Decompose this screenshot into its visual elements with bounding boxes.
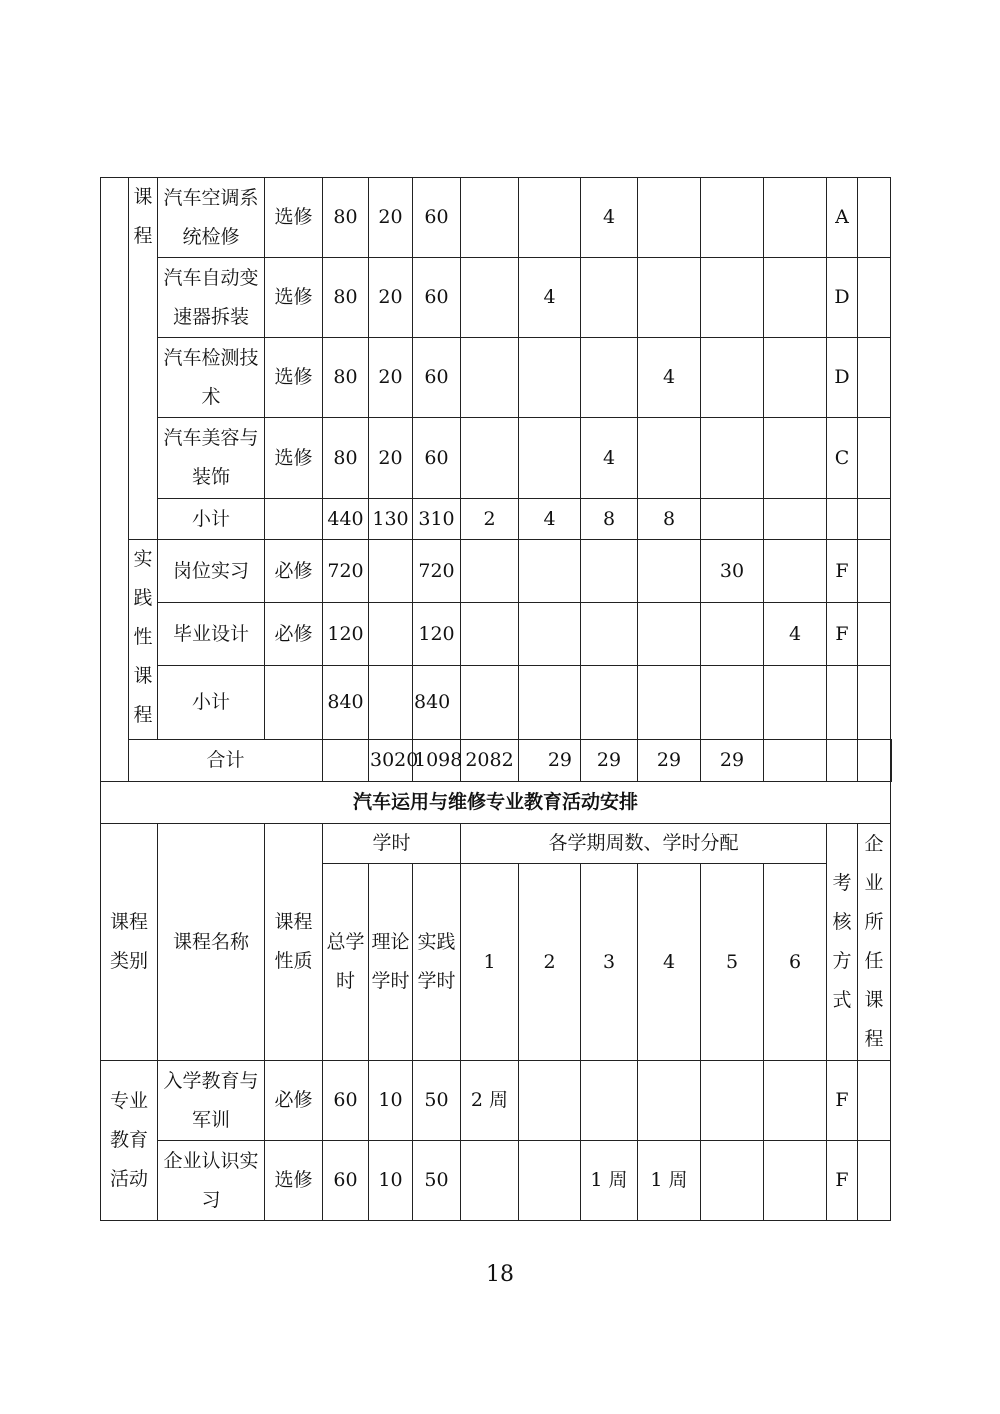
course-name: 汽车检测技术	[158, 338, 265, 418]
sem-2	[519, 338, 581, 418]
practice-hours: 720	[413, 540, 461, 603]
practice-hours: 60	[413, 258, 461, 338]
sem-3	[581, 338, 638, 418]
sem-3: 4	[581, 178, 638, 258]
sem-6	[764, 666, 827, 740]
exam-method: F	[827, 1141, 858, 1221]
enterprise-course	[858, 1141, 891, 1221]
practice-hours: 50	[413, 1141, 461, 1221]
total-hours: 60	[323, 1061, 369, 1141]
total-hours: 720	[323, 540, 369, 603]
sem-4	[638, 258, 701, 338]
sem-4	[638, 1061, 701, 1141]
enterprise-course	[858, 1061, 891, 1141]
sem-1: 29	[519, 740, 581, 782]
theory-hours	[369, 603, 413, 666]
enterprise-course	[891, 740, 892, 782]
practice-hours: 120	[413, 603, 461, 666]
sem-3: 4	[581, 418, 638, 499]
sem-2: 4	[519, 258, 581, 338]
header-nature: 课程性质	[265, 824, 323, 1061]
header-sem-5: 5	[701, 864, 764, 1061]
exam-method	[827, 666, 858, 740]
subtotal-label: 小计	[158, 666, 265, 740]
header-hours: 学时	[323, 824, 461, 864]
sem-6	[764, 499, 827, 540]
sem-2	[519, 1141, 581, 1221]
total-hours: 120	[323, 603, 369, 666]
practice-hours: 2082	[461, 740, 519, 782]
sem-5	[701, 499, 764, 540]
sem-2	[519, 1061, 581, 1141]
theory-hours: 1098	[413, 740, 461, 782]
header-practice-hours: 实践学时	[413, 864, 461, 1061]
course-name: 企业认识实习	[158, 1141, 265, 1221]
sem-1	[461, 418, 519, 499]
course-nature: 选修	[265, 418, 323, 499]
exam-method: D	[827, 258, 858, 338]
sem-5	[701, 1141, 764, 1221]
course-name: 毕业设计	[158, 603, 265, 666]
sem-2: 29	[581, 740, 638, 782]
sem-3: 1 周	[581, 1141, 638, 1221]
practice-hours: 50	[413, 1061, 461, 1141]
sem-6	[764, 338, 827, 418]
table-row	[101, 258, 892, 338]
sem-4: 4	[638, 338, 701, 418]
exam-method: F	[827, 1061, 858, 1141]
sem-4: 1 周	[638, 1141, 701, 1221]
subtotal-label: 小计	[158, 499, 265, 540]
category-cell: 课程	[129, 178, 158, 540]
header-sem-4: 4	[638, 864, 701, 1061]
sem-5	[701, 338, 764, 418]
table-row	[101, 338, 892, 418]
header-total-hours: 总学时	[323, 864, 369, 1061]
total-label: 合计	[129, 740, 323, 782]
sem-2	[519, 418, 581, 499]
table-row	[101, 603, 892, 666]
sem-3	[581, 666, 638, 740]
total-hours: 80	[323, 258, 369, 338]
sem-6	[764, 1141, 827, 1221]
total-hours: 80	[323, 178, 369, 258]
sem-3	[581, 258, 638, 338]
total-hours: 80	[323, 338, 369, 418]
sem-3	[581, 540, 638, 603]
exam-method: C	[827, 418, 858, 499]
enterprise-course	[858, 338, 891, 418]
sem-2	[519, 666, 581, 740]
enterprise-course	[858, 418, 891, 499]
header-exam-method: 考核方式	[827, 824, 858, 1061]
table-row	[101, 418, 892, 499]
enterprise-course	[858, 178, 891, 258]
course-nature: 必修	[265, 1061, 323, 1141]
subtotal-row	[101, 499, 892, 540]
course-name: 入学教育与军训	[158, 1061, 265, 1141]
total-hours: 80	[323, 418, 369, 499]
sem-4: 8	[638, 499, 701, 540]
sem-5	[701, 1061, 764, 1141]
sem-6	[827, 740, 858, 782]
page-number: 18	[486, 1262, 514, 1287]
theory-hours: 10	[369, 1141, 413, 1221]
course-nature: 必修	[265, 540, 323, 603]
theory-hours	[369, 666, 413, 740]
total-hours: 840	[323, 666, 369, 740]
table-row	[101, 540, 892, 603]
course-nature	[265, 499, 323, 540]
sem-1	[461, 1141, 519, 1221]
theory-hours	[369, 540, 413, 603]
exam-method: F	[827, 603, 858, 666]
sem-6	[764, 540, 827, 603]
sem-1: 2	[461, 499, 519, 540]
enterprise-course	[858, 666, 891, 740]
sem-2	[519, 603, 581, 666]
enterprise-course	[858, 258, 891, 338]
header-sem-6: 6	[764, 864, 827, 1061]
course-nature: 选修	[265, 1141, 323, 1221]
header-category: 课程类别	[101, 824, 158, 1061]
course-name: 岗位实习	[158, 540, 265, 603]
sem-3	[581, 603, 638, 666]
course-nature: 必修	[265, 603, 323, 666]
total-row	[101, 740, 892, 782]
curriculum-table	[100, 177, 892, 1221]
sem-5	[701, 418, 764, 499]
sem-6	[764, 178, 827, 258]
practice-hours: 60	[413, 178, 461, 258]
sem-6	[764, 418, 827, 499]
theory-hours: 20	[369, 178, 413, 258]
practice-hours: 310	[413, 499, 461, 540]
section-title-row	[101, 782, 892, 824]
table-row	[101, 1141, 892, 1221]
total-hours: 440	[323, 499, 369, 540]
sem-4	[638, 540, 701, 603]
sem-3: 29	[638, 740, 701, 782]
course-nature: 选修	[265, 178, 323, 258]
theory-hours: 10	[369, 1061, 413, 1141]
header-enterprise: 企业所任课程	[858, 824, 891, 1061]
course-name: 汽车空调系统检修	[158, 178, 265, 258]
header-course-name: 课程名称	[158, 824, 265, 1061]
sem-1	[461, 338, 519, 418]
theory-hours: 20	[369, 258, 413, 338]
table-row	[101, 178, 892, 258]
sem-1: 2 周	[461, 1061, 519, 1141]
exam-method: D	[827, 338, 858, 418]
exam-method	[858, 740, 891, 782]
sem-1	[461, 540, 519, 603]
sem-4	[638, 666, 701, 740]
sem-5	[764, 740, 827, 782]
course-nature	[323, 740, 369, 782]
practice-hours: 60	[413, 338, 461, 418]
sem-3: 8	[581, 499, 638, 540]
sem-4	[638, 603, 701, 666]
header-sem-2: 2	[519, 864, 581, 1061]
theory-hours: 20	[369, 338, 413, 418]
sem-2	[519, 540, 581, 603]
sem-4	[638, 178, 701, 258]
category-cell: 实践性课程	[129, 540, 158, 740]
section-title: 汽车运用与维修专业教育活动安排	[101, 782, 891, 824]
sem-5	[701, 666, 764, 740]
course-name: 汽车自动变速器拆装	[158, 258, 265, 338]
sem-5: 30	[701, 540, 764, 603]
course-nature: 选修	[265, 338, 323, 418]
subtotal-row	[101, 666, 892, 740]
course-nature: 选修	[265, 258, 323, 338]
header-sem-1: 1	[461, 864, 519, 1061]
header-sem-3: 3	[581, 864, 638, 1061]
exam-method: F	[827, 540, 858, 603]
enterprise-course	[858, 499, 891, 540]
enterprise-course	[858, 540, 891, 603]
sem-4	[638, 418, 701, 499]
sem-2: 4	[519, 499, 581, 540]
practice-hours: 60	[413, 418, 461, 499]
total-hours: 3020	[369, 740, 413, 782]
sem-1	[461, 178, 519, 258]
sem-5	[701, 258, 764, 338]
header-semester-dist: 各学期周数、学时分配	[461, 824, 827, 864]
sem-1	[461, 258, 519, 338]
category-cell: 专业教育活动	[101, 1061, 158, 1221]
enterprise-course	[858, 603, 891, 666]
sem-2	[519, 178, 581, 258]
course-nature	[265, 666, 323, 740]
sem-5	[701, 603, 764, 666]
practice-hours: 840	[413, 666, 461, 740]
sem-6: 4	[764, 603, 827, 666]
theory-hours: 20	[369, 418, 413, 499]
theory-hours: 130	[369, 499, 413, 540]
sem-6	[764, 258, 827, 338]
header-theory-hours: 理论学时	[369, 864, 413, 1061]
sem-3	[581, 1061, 638, 1141]
exam-method: A	[827, 178, 858, 258]
sem-4: 29	[701, 740, 764, 782]
header-row	[101, 824, 892, 864]
sem-5	[701, 178, 764, 258]
sem-1	[461, 666, 519, 740]
sem-6	[764, 1061, 827, 1141]
sem-1	[461, 603, 519, 666]
outer-category-cell	[101, 178, 129, 782]
exam-method	[827, 499, 858, 540]
course-name: 汽车美容与装饰	[158, 418, 265, 499]
total-hours: 60	[323, 1141, 369, 1221]
table-row	[101, 1061, 892, 1141]
